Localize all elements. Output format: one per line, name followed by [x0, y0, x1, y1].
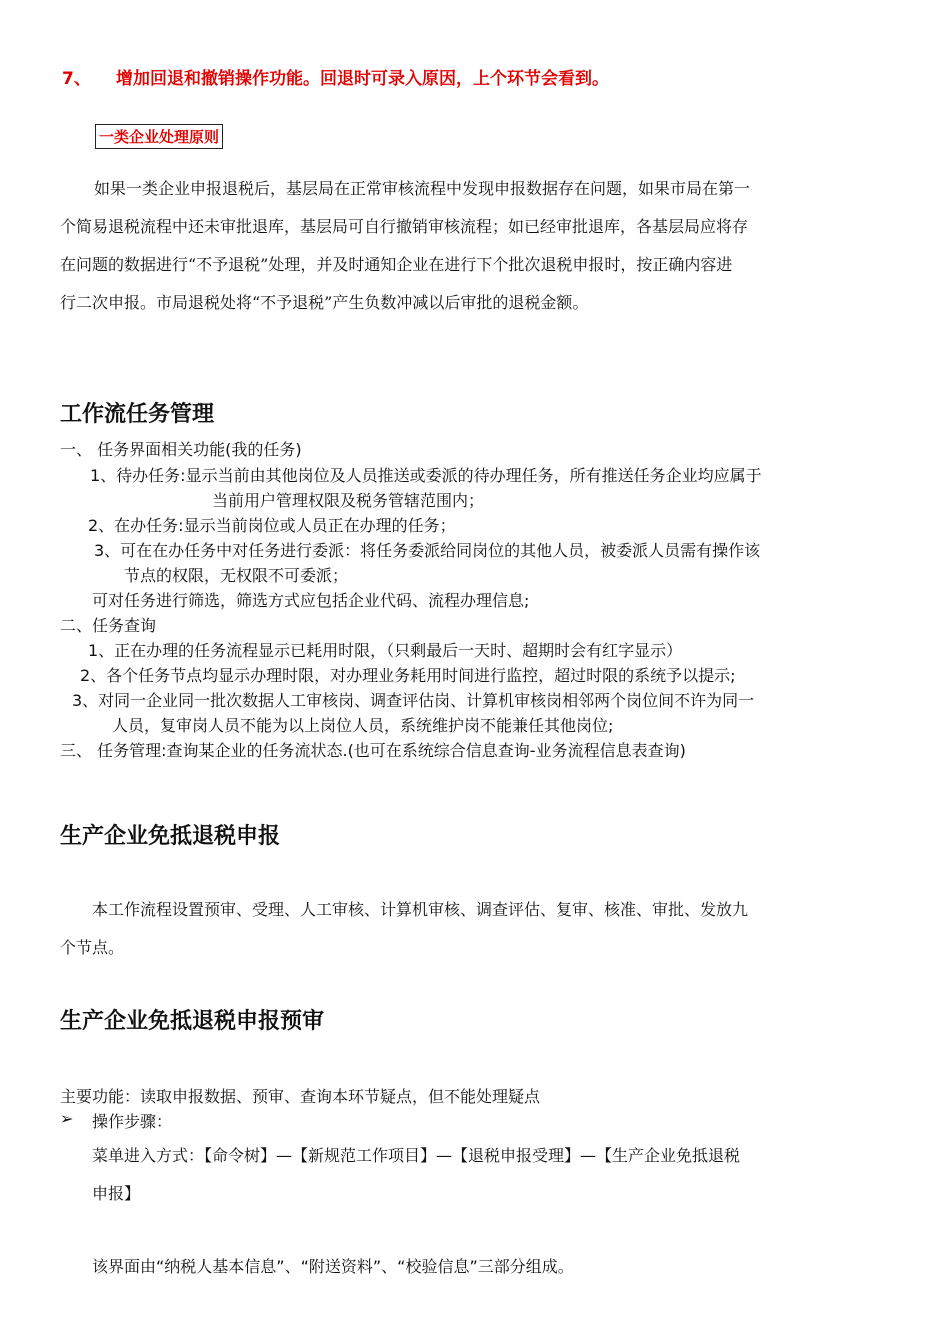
paragraph-line: 本工作流程设置预审、受理、人工审核、计算机审核、调查评估、复审、核准、审批、发放九 — [92, 900, 749, 919]
list-item-continuation: 节点的权限，无权限不可委派； — [124, 566, 349, 585]
section-heading: 生产企业免抵退税申报 — [60, 824, 281, 849]
composition-text: 该界面由“纳税人基本信息”、“附送资料”、“校验信息”三部分组成。 — [92, 1257, 574, 1276]
section-heading: 生产企业免抵退税申报预审 — [60, 1009, 325, 1034]
paragraph-line: 菜单进入方式：【命令树】—【新规范工作项目】—【退税申报受理】—【生产企业免抵退税 — [92, 1146, 741, 1165]
paragraph-line: 个节点。 — [60, 938, 125, 957]
section-heading: 工作流任务管理 — [60, 402, 215, 427]
section-paragraph — [60, 891, 748, 967]
list-item-continuation: 当前用户管理权限及税务管辖范围内； — [212, 491, 485, 510]
list-item: 一、 任务界面相关功能(我的任务) — [60, 440, 302, 459]
menu-path-paragraph — [92, 1137, 740, 1213]
list-item: 1、正在办理的任务流程显示已耗用时限，（只剩最后一天时、超期时会有红字显示） — [88, 641, 683, 660]
bullet-arrow-icon: ➢ — [60, 1109, 74, 1128]
boxed-section-title: 一类企业处理原则 — [95, 124, 223, 149]
list-item: 可对任务进行筛选，筛选方式应包括企业代码、流程办理信息; — [92, 591, 530, 610]
item-text: 增加回退和撤销操作功能。回退时可录入原因，上个环节会看到。 — [116, 69, 609, 89]
list-item: 2、各个任务节点均显示办理时限，对办理业务耗用时间进行监控，超过时限的系统予以提示; — [80, 666, 736, 685]
principle-line: 如果一类企业申报退税后，基层局在正常审核流程中发现申报数据存在问题，如果市局在第一 — [94, 179, 751, 198]
main-function-text: 主要功能：读取申报数据、预审、查询本环节疑点，但不能处理疑点 — [60, 1087, 541, 1106]
list-item-continuation: 人员，复审岗人员不能为以上岗位人员，系统维护岗不能兼任其他岗位; — [112, 716, 614, 735]
list-item: 三、 任务管理:查询某企业的任务流状态.(也可在系统综合信息查询-业务流程信息表查询) — [60, 741, 686, 760]
list-item: 2、在办任务:显示当前岗位或人员正在办理的任务； — [88, 516, 456, 535]
list-item: 1、待办任务:显示当前由其他岗位及人员推送或委派的待办理任务，所有推送任务企业均应属于 — [90, 466, 762, 485]
principle-line: 行二次申报。市局退税处将“不予退税”产生负数冲减以后审批的退税金额。 — [60, 293, 589, 312]
item-number: 7、 — [62, 69, 91, 89]
principle-line: 个简易退税流程中还未审批退库，基层局可自行撤销审核流程；如已经审批退库，各基层局应将存 — [60, 217, 749, 236]
list-item: 3、可在在办任务中对任务进行委派：将任务委派给同岗位的其他人员，被委派人员需有操作该 — [94, 541, 761, 560]
list-item: 3、对同一企业同一批次数据人工审核岗、调查评估岗、计算机审核岗相邻两个岗位间不许为同一 — [72, 691, 755, 710]
list-item: 二、任务查询 — [60, 616, 157, 635]
principle-line: 在问题的数据进行“不予退税”处理，并及时通知企业在进行下个批次退税申报时，按正确内容进 — [60, 255, 733, 274]
steps-label: 操作步骤： — [92, 1112, 173, 1131]
principle-paragraph — [60, 170, 750, 322]
paragraph-line: 申报】 — [92, 1184, 141, 1203]
